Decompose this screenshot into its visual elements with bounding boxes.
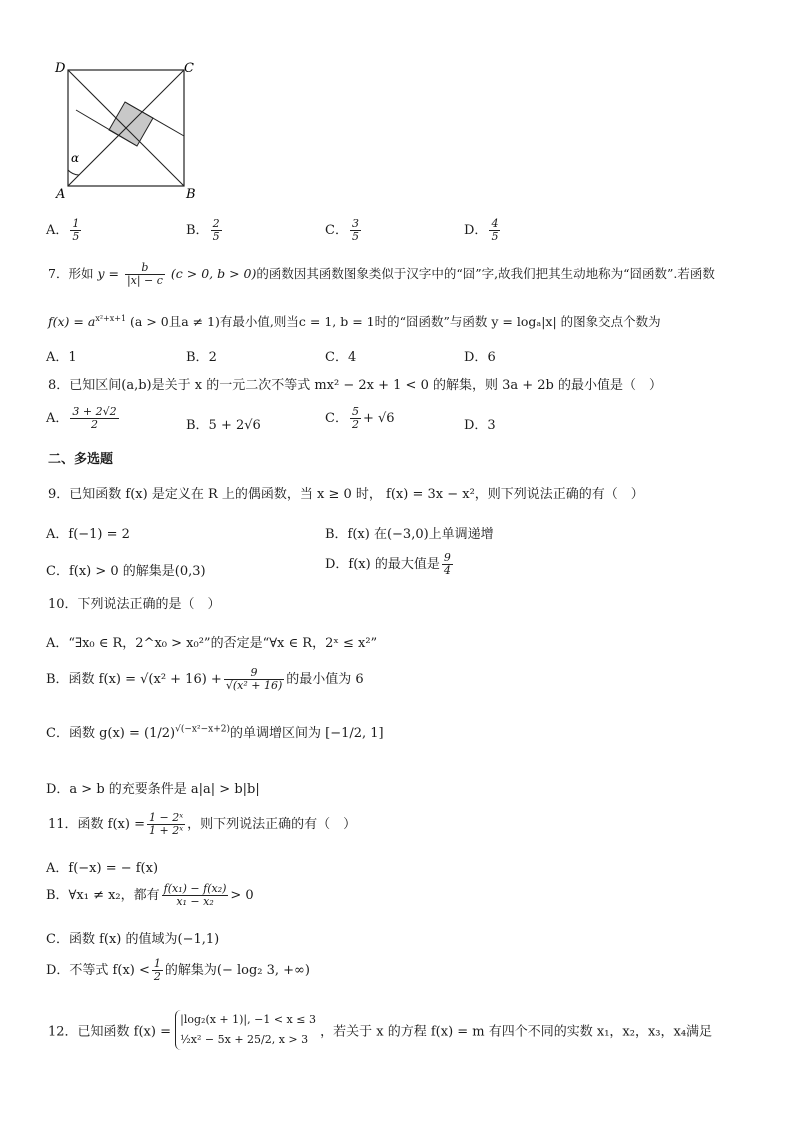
q8-stem: 8．已知区间(a,b)是关于 x 的一元二次不等式 mx² − 2x + 1 < 0 的解集，则 3a + 2b 的最小值是（ ） <box>48 378 663 393</box>
q11-option-b[interactable]: B．∀x₁ ≠ x₂，都有 $\frac{\text{f(x₁) − f(x₂)}}{\text{x₁ − x₂}}$ > 0 <box>46 882 254 908</box>
q9-option-c[interactable]: C．f(x) > 0 的解集是(0,3) <box>46 564 206 579</box>
q6-option-a[interactable]: A． $\frac{1}{5}$ <box>46 217 80 243</box>
q11-option-c[interactable]: C．函数 f(x) 的值域为(−1,1) <box>46 932 220 947</box>
q6-option-d[interactable]: D． $\frac{4}{5}$ <box>464 217 499 243</box>
q8-option-c[interactable]: C． $\frac{5}{2}$ + √6 <box>325 405 395 431</box>
q6-option-b[interactable]: B． $\frac{2}{5}$ <box>186 217 220 243</box>
q11-option-d[interactable]: D．不等式 f(x) < $\frac{1}{2}$ 的解集为(− log₂ 3, +∞) <box>46 957 310 983</box>
q11-stem: 11．函数 f(x) = $\frac{\text{1 − 2ˣ}}{\text{1 + 2ˣ}}$ ，则下列说法正确的有（ ） <box>48 811 357 837</box>
label-a: A <box>56 187 66 202</box>
q7-option-a[interactable]: A．1 <box>46 350 77 365</box>
q6-option-c[interactable]: C． $\frac{3}{5}$ <box>325 217 359 243</box>
q7-stem-line1: 7．形如 y = $\frac{b}{|x| - c}$ (c > 0, b > 0)的函数因其函数图象类似于汉字中的“囧”字,故我们把其生动地称为“囧函数”.若函数 <box>48 261 715 287</box>
q9-option-b[interactable]: B．f(x) 在(−3,0)上单调递增 <box>325 527 494 542</box>
q9-stem: 9．已知函数 f(x) 是定义在 R 上的偶函数，当 x ≥ 0 时， f(x) = 3x − x²，则下列说法正确的有（ ） <box>48 487 644 502</box>
q7-option-c[interactable]: C．4 <box>325 350 357 365</box>
q7-stem-line2: $f(x) = a^{x^2+x+1}$ (a > 0且a ≠ 1)有最小值,则当c = 1, b = 1时的“囧函数”与函数 y = logₐ|x| 的图象交点个数为 <box>48 314 661 330</box>
q10-option-a[interactable]: A．“∃x₀ ∈ R，2^x₀ > x₀²”的否定是“∀x ∈ R，2ˣ ≤ x²” <box>46 636 378 651</box>
angle-arc <box>68 170 79 175</box>
q10-option-d[interactable]: D．a > b 的充要条件是 a|a| > b|b| <box>46 782 260 797</box>
q10-stem: 10．下列说法正确的是（ ） <box>48 597 221 612</box>
q9-option-d[interactable]: D．f(x) 的最大值是 $\frac{9}{4}$ <box>325 551 451 577</box>
label-c: C <box>184 61 194 76</box>
label-alpha: α <box>71 151 80 165</box>
piecewise-brace <box>175 1010 316 1050</box>
q7-option-b[interactable]: B．2 <box>186 350 217 365</box>
section-title-multiple-choice: 二、多选题 <box>48 452 114 467</box>
geometry-figure <box>52 58 202 203</box>
piecewise-case-2: ½x² − 5x + 25/2, x > 3 <box>180 1033 309 1046</box>
label-b: B <box>186 187 196 202</box>
label-d: D <box>55 61 66 76</box>
q10-option-b[interactable]: B．函数 f(x) = √(x² + 16) + $\frac{9}{\text{√(x² + 16)}}$ 的最小值为 6 <box>46 666 364 692</box>
q11-option-a[interactable]: A．f(−x) = − f(x) <box>46 861 159 876</box>
q7-option-d[interactable]: D．6 <box>464 350 496 365</box>
q10-option-c[interactable]: C．函数 $g(x) = (1/2)^{√(-x^2-x+2)}$的单调增区间为 [−1/2, 1] <box>46 724 384 741</box>
q9-option-a[interactable]: A．f(−1) = 2 <box>46 527 130 542</box>
shaded-square <box>109 102 153 146</box>
q8-option-d[interactable]: D．3 <box>464 418 496 433</box>
piecewise-case-1: |log₂(x + 1)|, −1 < x ≤ 3 <box>180 1013 316 1026</box>
q12-stem: 12．已知函数 f(x) = |log₂(x + 1)|, −1 < x ≤ 3 ½x² − 5x + 25/2, x > 3 ，若关于 x 的方程 f(x) = m 有四个不同的实数 x₁，x₂，x₃，x₄满足 <box>48 1010 712 1050</box>
q8-option-b[interactable]: B．5 + 2√6 <box>186 418 261 433</box>
q8-option-a[interactable]: A． $\frac{3 + 2√2}{2}$ <box>46 405 117 431</box>
